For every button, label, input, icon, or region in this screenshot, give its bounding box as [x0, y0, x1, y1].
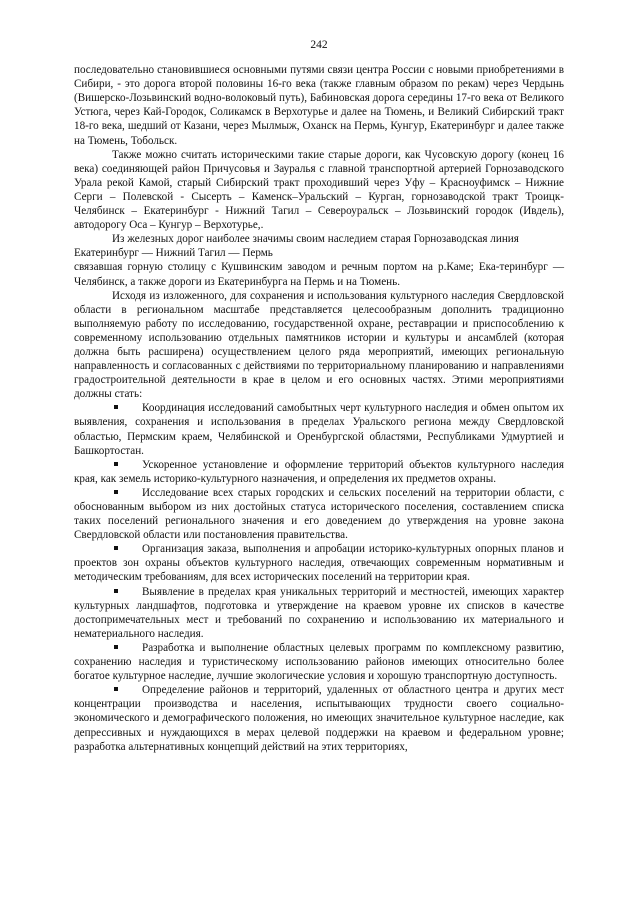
- paragraph-railways-continued: связавшая горную столицу с Кушвинским заводом и речным портом на р.Каме; Ека-теринбург — Челябинск, а также дороги из Екатеринбурга на Пермь и на Тюмень.: [74, 261, 564, 288]
- bullet-marker: [114, 405, 118, 409]
- list-item-text: Выявление в пределах края уникальных территорий и местностей, имеющих характер культурных ландшафтов, подготовка и утверждение на краевом уровне их списков в качестве достопримечательных мест и требований по сохранению и использованию их материального и нематериального наследия.: [74, 585, 564, 640]
- list-item: [74, 458, 564, 486]
- list-item-text: Разработка и выполнение областных целевых программ по комплексному развитию, сохранению наследия и туристическому использованию районов имеющих относительно более богатое культурное наследие, лучшие экологические условия и хорошую транспортную доступность.: [74, 641, 564, 683]
- document-page: [74, 38, 564, 754]
- bullet-marker: [114, 687, 118, 691]
- list-item: [74, 486, 564, 542]
- bullet-marker: [114, 645, 118, 649]
- list-item-text: Координация исследований самобытных черт культурного наследия и обмен опытом их выявления, сохранения и использования в пределах Уральского региона между Свердловской областью, Пермским краем, Челябинской и Оренбургской областями, Республиками Удмуртией и Башкортостан.: [74, 402, 564, 457]
- list-item: [74, 585, 564, 641]
- bullet-marker: [114, 546, 118, 550]
- bullet-marker: [114, 589, 118, 593]
- page-number: 242: [310, 39, 328, 51]
- list-item-text: Исследование всех старых городских и сельских поселений на территории области, с обоснованным выбором из них достойных статуса исторического поселения, составлением списка таких поселений регионального значения и его доведением до утверждения на уровне закона Свердловской области или постановления правительства.: [74, 486, 564, 542]
- paragraph-railways: Из железных дорог наиболее значимы своим наследием старая Горнозаводская линия Екатеринбург — Нижний Тагил — Пермь: [74, 233, 519, 260]
- paragraph-measures-intro: Исходя из изложенного, для сохранения и использования культурного наследия Свердловской области в региональном масштабе представляется целесообразным дополнить традиционно выполняемую работу по исследованию, государственной охране, реставрации и приспособлению к современному использованию отдельных памятников истории и культуры и ансамблей (которая должна быть расширена) осуществлением целого ряда мероприятий, имеющих региональную направленность и согласованных с действиями по территориальному планированию и направлениями градостроительной деятельности в крае в целом и его основных частях. Этими мероприятиями должны стать:: [74, 289, 564, 401]
- bullet-marker: [114, 462, 118, 466]
- list-item: [74, 542, 564, 584]
- list-item: [74, 683, 564, 753]
- bullet-marker: [114, 490, 118, 494]
- list-item-text: Определение районов и территорий, удаленных от областного центра и других мест концентрации производства и населения, испытывающих трудности своего социально-экономического и демографического положения, но имеющих значительное культурное наследие, как депрессивных и нуждающихся в мерах целевой поддержки на краевом и федеральном уровне; разработка альтернативных концепций действий на этих территориях,: [74, 684, 564, 753]
- paragraph-old-roads: Также можно считать историческими такие старые дороги, как Чусовскую дорогу (конец 16 века) соединяющей район Причусовья и Зауралья с главной транспортной артерией Горнозаводского Урала рекой Камой, старый Сибирский тракт проходивший через Уфу – Красноуфимск – Нижние Серги – Полевской - Сысерть – Каменск–Уральский – Курган, горнозаводской тракт Троицк- Челябинск – Екатеринбург - Нижний Тагил – Североуральск – Лозьвинский городок (Ивдель), автодорогу Оса – Кунгур – Верхотурье,.: [74, 148, 564, 232]
- list-item: [74, 641, 564, 683]
- list-item: [74, 401, 564, 457]
- list-item-text: Ускоренное установление и оформление территорий объектов культурного наследия края, как земель историко-культурного назначения, и определения их предметов охраны.: [74, 458, 564, 485]
- list-item-text: Организация заказа, выполнения и апробации историко-культурных опорных планов и проектов зон охраны объектов культурного наследия, отвечающих современным нормативным и методическим требованиям, для всех исторических поселений на территории края.: [74, 543, 564, 584]
- paragraph-routes: последовательно становившиеся основными путями связи центра России с новыми приобретениями в Сибири, - это дорога второй половины 16-го века (также главным образом по рекам) через Чердынь (Вишерско-Лозьвинский водно-волоковый путь), Бабиновская дорога середины 17-го века от Великого Устюга, через Кай-Городок, Соликамск в Верхотурье и далее на Тюмень, и Великий Сибирский тракт 18-го века, шедший от Казани, через Мылмыж, Оханск на Пермь, Кунгур, Екатеринбург и далее также на Тюмень, Тобольск.: [74, 64, 564, 147]
